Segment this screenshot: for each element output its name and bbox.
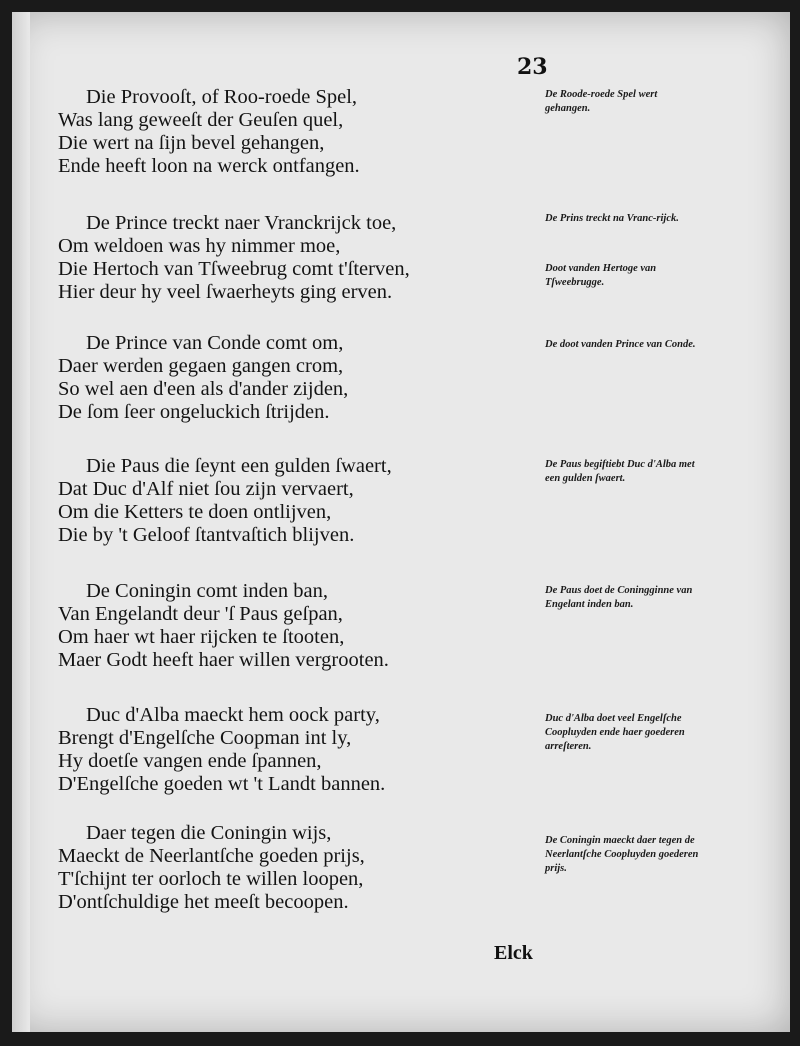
stanza-6 bbox=[58, 704, 518, 796]
catchword: Elck bbox=[494, 942, 533, 964]
verse-line: T'ſchijnt ter oorloch te willen loopen, bbox=[58, 868, 364, 890]
page-number: 23 bbox=[517, 54, 548, 80]
margin-note-2: De Prins treckt na Vranc-rijck. bbox=[545, 213, 679, 224]
verse-line: Dat Duc d'Alf niet ſou zijn vervaert, bbox=[58, 478, 354, 500]
verse-line: Ende heeft loon na werck ontfangen. bbox=[58, 155, 360, 177]
verse-line: So wel aen d'een als d'ander zijden, bbox=[58, 378, 349, 400]
stanza-3 bbox=[58, 332, 518, 424]
margin-note-4: De Paus begiftiebt Duc d'Alba met een gulden ſwaert. bbox=[545, 459, 695, 484]
verse-line: De Prince treckt naer Vranckrijck toe, bbox=[86, 212, 397, 234]
verse-line: De ſom ſeer ongeluckich ſtrijden. bbox=[58, 401, 330, 423]
verse-line: Om haer wt haer rijcken te ſtooten, bbox=[58, 626, 345, 648]
verse-line: Brengt d'Engelſche Coopman int ly, bbox=[58, 727, 352, 749]
margin-note-7: De Coningin maeckt daer tegen de Neerlantſche Coopluyden goederen prijs. bbox=[545, 835, 699, 874]
stanza-7 bbox=[58, 822, 518, 914]
verse-line: Duc d'Alba maeckt hem oock party, bbox=[86, 704, 380, 726]
verse-line: Maeckt de Neerlantſche goeden prijs, bbox=[58, 845, 365, 867]
verse-line: D'ontſchuldige het meeſt becoopen. bbox=[58, 891, 349, 913]
margin-note-6: Duc d'Alba doet veel Engelſche Coopluyden ende haer goederen arreſteren. bbox=[545, 713, 685, 752]
verse-line: Hier deur hy veel ſwaerheyts ging erven. bbox=[58, 281, 393, 303]
verse-line: Maer Godt heeft haer willen vergrooten. bbox=[58, 649, 389, 671]
verse-line: De Prince van Conde comt om, bbox=[86, 332, 344, 354]
margin-note-3: De doot vanden Prince van Conde. bbox=[545, 339, 696, 350]
margin-note-5: De Paus doet de Coningginne van Engelant inden ban. bbox=[545, 585, 693, 610]
margin-note-1: De Roode-roede Spel wert gehangen. bbox=[545, 89, 658, 114]
verse-line: Die Paus die ſeynt een gulden ſwaert, bbox=[86, 455, 392, 477]
verse-line: D'Engelſche goeden wt 't Landt bannen. bbox=[58, 773, 386, 795]
stanza-1 bbox=[58, 86, 518, 178]
verse-line: Was lang geweeſt der Geuſen quel, bbox=[58, 109, 344, 131]
verse-line: Om die Ketters te doen ontlijven, bbox=[58, 501, 332, 523]
stanza-4 bbox=[58, 455, 518, 547]
stanza-2 bbox=[58, 212, 518, 304]
verse-line: Daer werden gegaen gangen crom, bbox=[58, 355, 344, 377]
stanza-5 bbox=[58, 580, 518, 672]
verse-line: Die Provooſt, of Roo-roede Spel, bbox=[86, 86, 358, 108]
verse-line: Hy doetſe vangen ende ſpannen, bbox=[58, 750, 322, 772]
verse-line: Om weldoen was hy nimmer moe, bbox=[58, 235, 341, 257]
verse-line: Die wert na ſijn bevel gehangen, bbox=[58, 132, 325, 154]
verse-line: Van Engelandt deur 'ſ Paus geſpan, bbox=[58, 603, 343, 625]
book-page bbox=[12, 12, 790, 1032]
margin-note-2b: Doot vanden Hertoge van Tſweebrugge. bbox=[545, 263, 657, 288]
verse-line: De Coningin comt inden ban, bbox=[86, 580, 328, 602]
page-gutter bbox=[12, 12, 30, 1032]
verse-line: Die Hertoch van Tſweebrug comt t'ſterven, bbox=[58, 258, 410, 280]
verse-line: Die by 't Geloof ſtantvaſtich blijven. bbox=[58, 524, 355, 546]
verse-line: Daer tegen die Coningin wijs, bbox=[86, 822, 332, 844]
